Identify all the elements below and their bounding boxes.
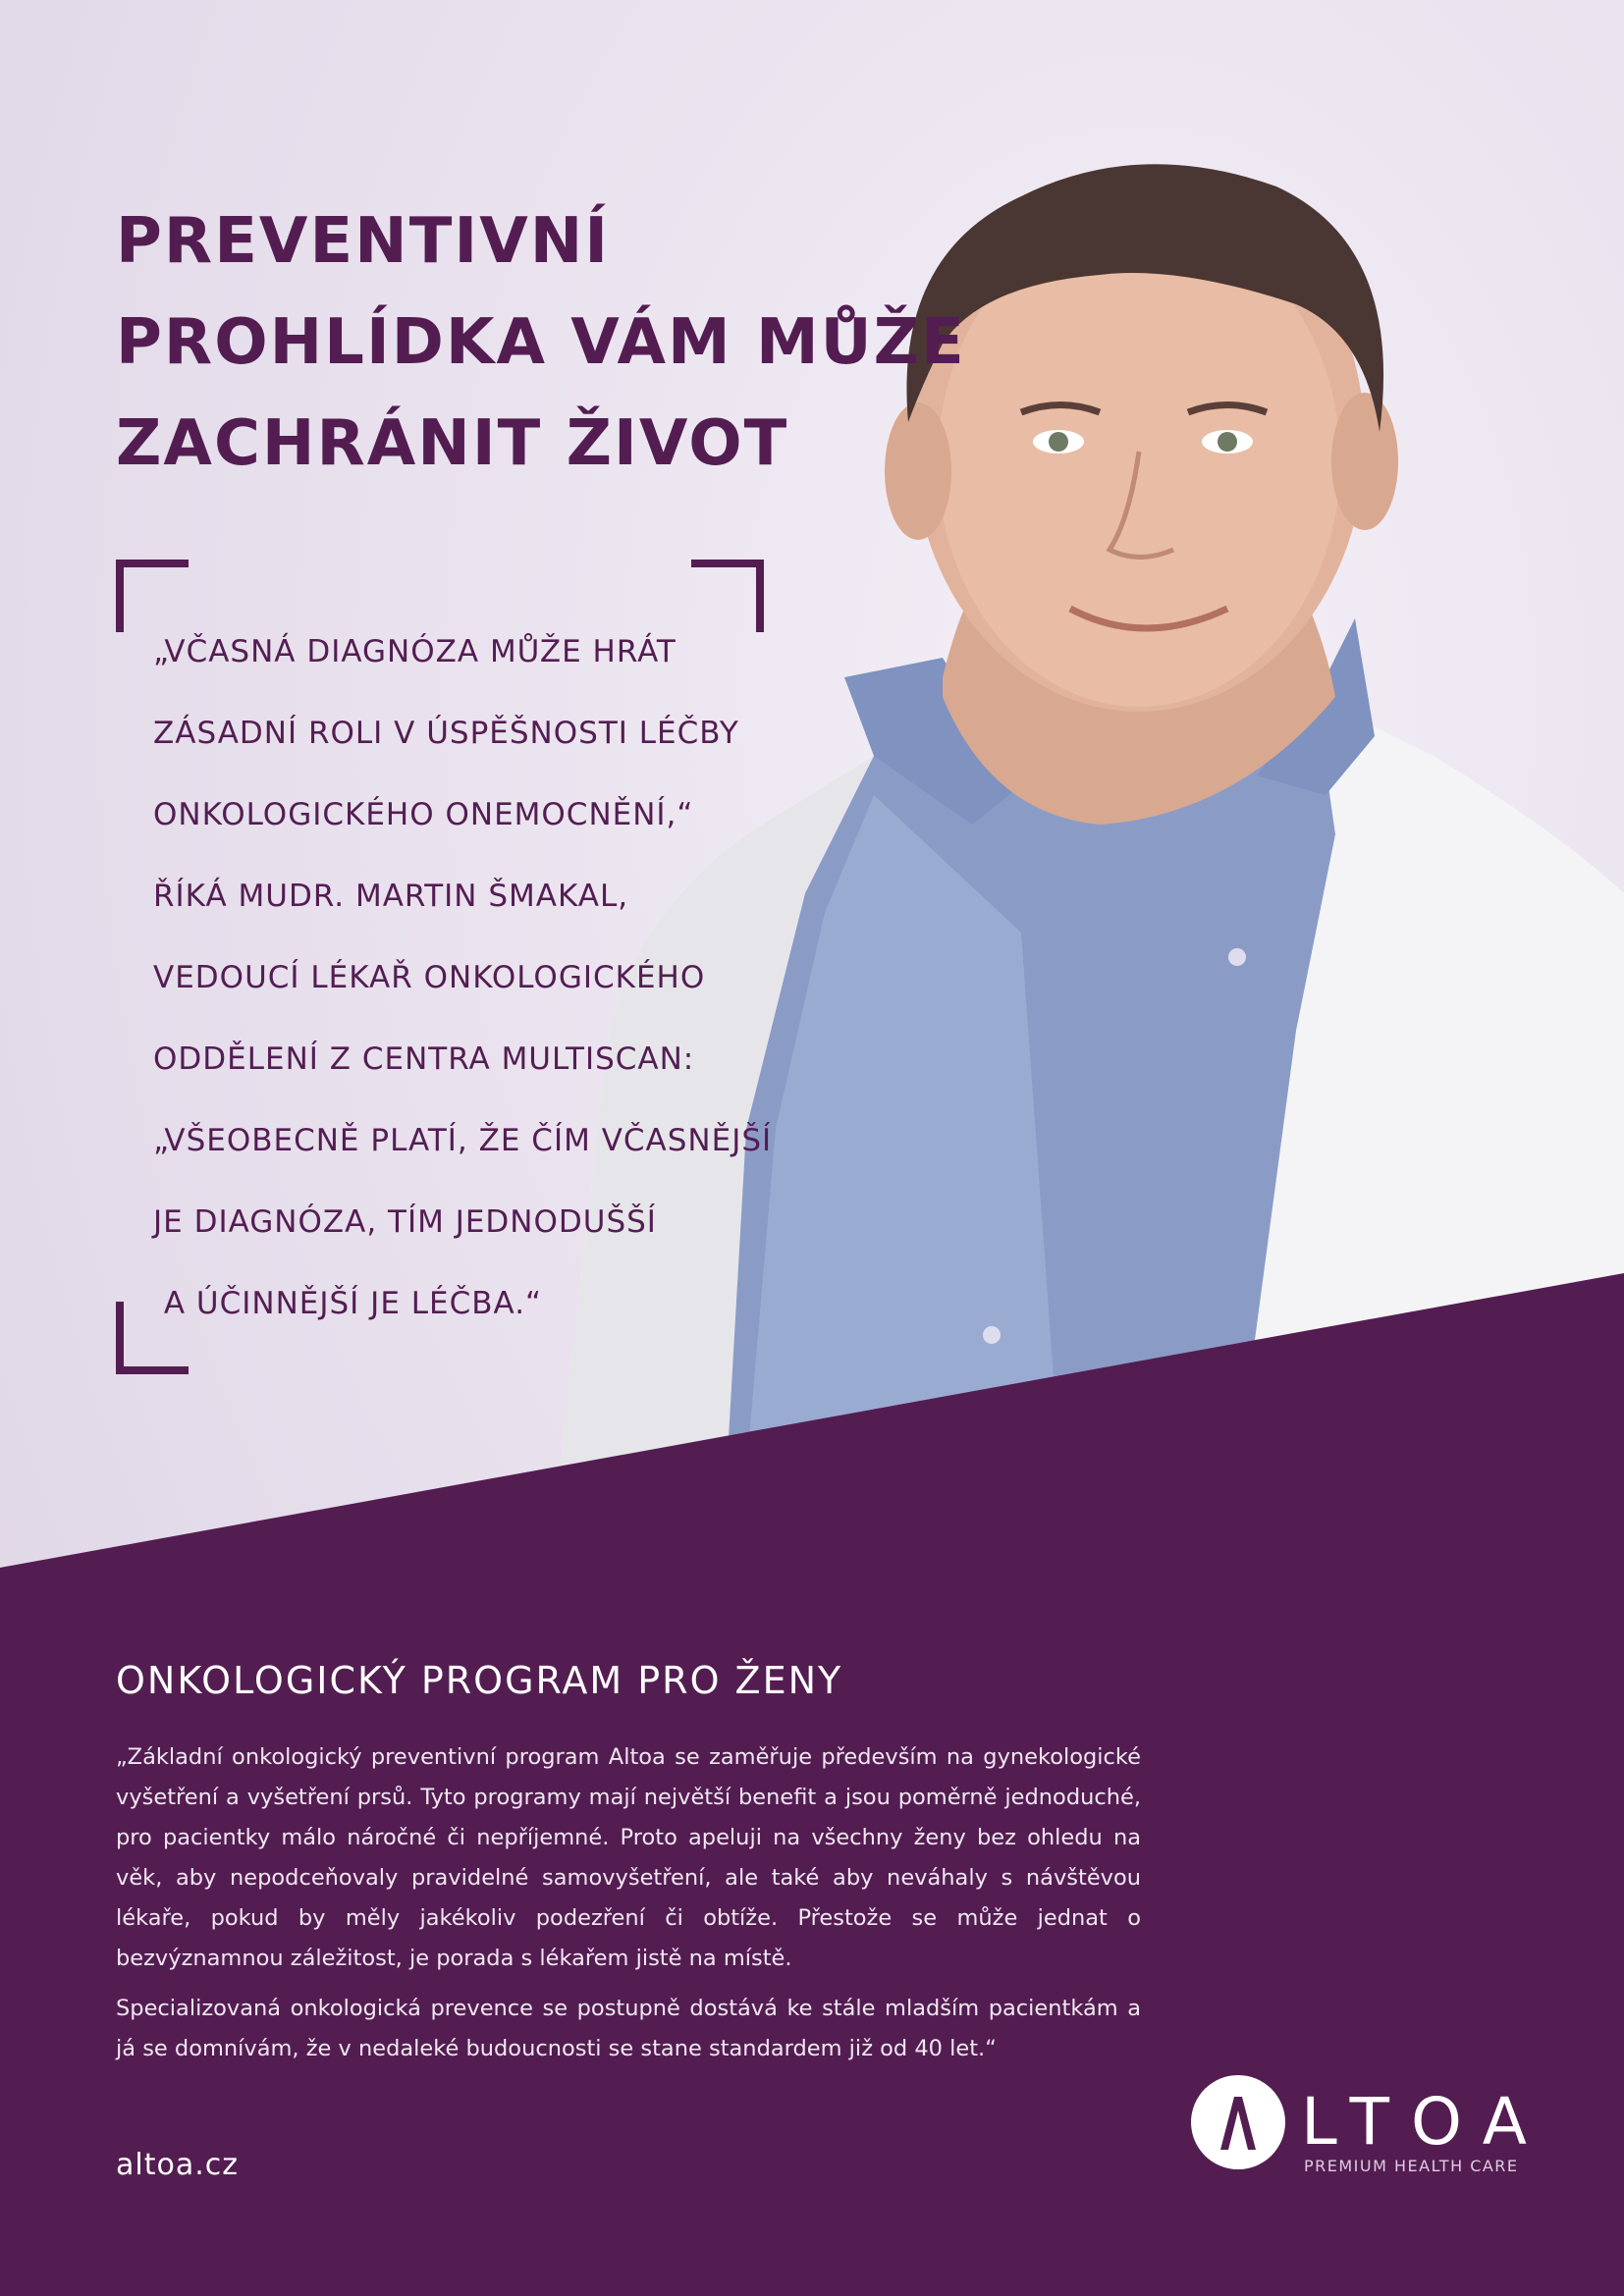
headline <box>116 191 1000 495</box>
program-body <box>116 1737 1141 2079</box>
program-paragraph: Specializovaná onkologická prevence se postupně dostává ke stále mladším pacientkám a já se domnívám, že v nedaleké budoucnosti se stane standardem již od 40 let.“ <box>116 1996 1141 2061</box>
headline-line: ZACHRÁNIT ŽIVOT <box>116 407 789 480</box>
altoa-a-icon <box>1191 2075 1285 2169</box>
altoa-logo <box>1191 2075 1548 2183</box>
program-paragraph: „Základní onkologický preventivní program Altoa se zaměřuje především na gynekologické vyšetření a vyšetření prsů. Tyto programy mají největší benefit a jsou poměrně jednoduché, pro pacientky málo náročné či nepříjemné. Proto apeluji na všechny ženy bez ohledu na věk, aby nepodceňovaly pravidelné samovyšetření, ale také aby neváhaly s návštěvou lékaře, pokud by měly jakékoliv podezření či obtíže. Přestože se může jednat o bezvýznamnou záležitost, je porada s lékařem jistě na místě. <box>116 1744 1141 1971</box>
quote-line: ONKOLOGICKÉHO ONEMOCNĚNÍ,“ <box>153 797 694 832</box>
website-link[interactable]: altoa.cz <box>116 2148 239 2182</box>
logo-tagline: PREMIUM HEALTH CARE <box>1304 2157 1519 2175</box>
quote-line: ODDĚLENÍ Z CENTRA MULTISCAN: <box>153 1041 695 1077</box>
headline-line: PROHLÍDKA VÁM MŮŽE <box>116 306 966 379</box>
quote-line: „VŠEOBECNĚ PLATÍ, ŽE ČÍM VČASNĚJŠÍ <box>153 1123 773 1158</box>
quote-line: „VČASNÁ DIAGNÓZA MŮŽE HRÁT <box>153 634 677 669</box>
quote-line: ZÁSADNÍ ROLI V ÚSPĚŠNOSTI LÉČBY <box>153 716 739 751</box>
quote-line: ŘÍKÁ MUDR. MARTIN ŠMAKAL, <box>153 879 629 914</box>
logo-wordmark: LTOA <box>1301 2084 1548 2160</box>
quote-line: VEDOUCÍ LÉKAŘ ONKOLOGICKÉHO <box>153 960 706 995</box>
quote-line: JE DIAGNÓZA, TÍM JEDNODUŠŠÍ <box>153 1204 657 1240</box>
headline-line: PREVENTIVNÍ <box>116 205 611 278</box>
quote-line: A ÚČINNĚJŠÍ JE LÉČBA.“ <box>153 1286 543 1321</box>
program-title: ONKOLOGICKÝ PROGRAM PRO ŽENY <box>116 1659 843 1702</box>
doctor-quote <box>153 612 840 1345</box>
